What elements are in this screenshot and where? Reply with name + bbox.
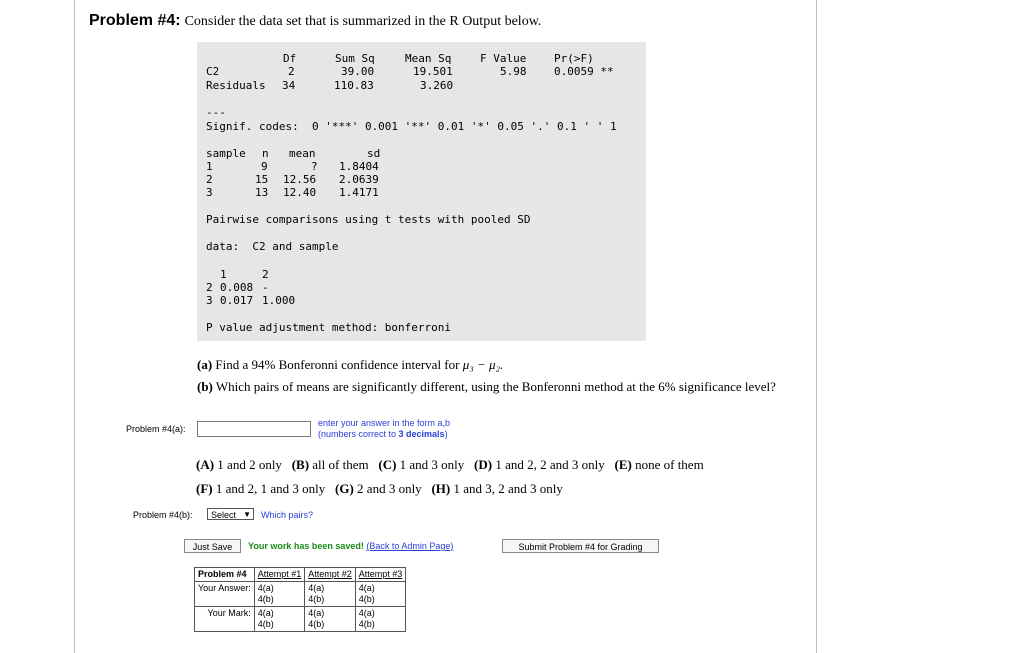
- attempt-cell: [355, 607, 406, 632]
- anova-row-sumsq: 110.83: [334, 79, 374, 92]
- choice-text: 1 and 3, 2 and 3 only: [453, 481, 563, 496]
- hint-post: ): [444, 429, 448, 439]
- summary-cell-sample: 3: [206, 186, 213, 199]
- problem-statement: Consider the data set that is summarized in the R Output below.: [184, 14, 542, 29]
- summary-cell-sd: 2.0639: [339, 173, 379, 186]
- choice-label: (B): [291, 457, 310, 472]
- cell-a: 4(a): [308, 608, 325, 618]
- anova-row-meansq: 3.260: [420, 79, 454, 92]
- data-line: data: C2 and sample: [206, 240, 339, 253]
- attempt-cell: [355, 582, 406, 607]
- pair-header-2: 2: [262, 268, 269, 281]
- hint-bold: 3 decimals: [398, 429, 445, 439]
- problem-number: Problem #4:: [89, 12, 181, 29]
- back-to-admin-link[interactable]: (Back to Admin Page): [366, 541, 454, 551]
- pair-cell: -: [262, 281, 269, 294]
- summary-header-sample: sample: [206, 147, 246, 160]
- chevron-down-icon: ▼: [243, 510, 251, 519]
- summary-header-mean: mean: [289, 147, 316, 160]
- question-b-label: (b): [197, 379, 213, 394]
- summary-cell-sd: 1.4171: [339, 186, 379, 199]
- answer-a-hint: [318, 418, 450, 440]
- choice-label: (F): [196, 481, 213, 496]
- save-status: [248, 541, 453, 551]
- anova-header-meansq: Mean Sq: [405, 52, 452, 65]
- anova-header-pr: Pr(>F): [554, 52, 594, 65]
- summary-cell-n: 15: [255, 173, 269, 186]
- cell-b: 4(b): [308, 594, 325, 604]
- choice-label: (G): [335, 481, 354, 496]
- question-b: [197, 379, 776, 395]
- anova-header-fvalue: F Value: [480, 52, 527, 65]
- anova-row-df: 34: [282, 79, 296, 92]
- page-left-border: [74, 0, 75, 653]
- your-answer-label: Your Answer:: [195, 582, 255, 607]
- your-mark-label: Your Mark:: [195, 607, 255, 632]
- anova-row-df: 2: [288, 65, 295, 78]
- choices-line-1: [196, 457, 704, 473]
- anova-row-meansq: 19.501: [413, 65, 453, 78]
- pair-cell: 0.008: [220, 281, 254, 294]
- attempt-cell: [305, 607, 356, 632]
- choice-label: (A): [196, 457, 215, 472]
- anova-row-sumsq: 39.00: [341, 65, 375, 78]
- attempt-cell: [254, 582, 305, 607]
- answer-b-label: Problem #4(b):: [133, 510, 193, 520]
- summary-cell-sample: 1: [206, 160, 213, 173]
- question-a-math: μ₃ − μ₂.: [462, 357, 504, 372]
- summary-cell-n: 9: [261, 160, 268, 173]
- choice-label: (C): [378, 457, 397, 472]
- answer-b-select[interactable]: [207, 508, 254, 520]
- cell-a: 4(a): [257, 608, 274, 618]
- signif-codes: Signif. codes: 0 '***' 0.001 '**' 0.01 '*' 0.05 '.' 0.1 ' ' 1: [206, 120, 617, 133]
- question-b-text: Which pairs of means are significantly different, using the Bonferonni method at the 6% significance level?: [215, 379, 776, 394]
- attempt-3-header[interactable]: Attempt #3: [355, 568, 406, 582]
- attempt-cell: [254, 607, 305, 632]
- anova-row-name: Residuals: [206, 79, 266, 92]
- choice-text: 2 and 3 only: [357, 481, 422, 496]
- just-save-button[interactable]: Just Save: [184, 539, 241, 553]
- choice-text: 1 and 2, 1 and 3 only: [215, 481, 326, 496]
- choice-label: (H): [431, 481, 451, 496]
- pair-header-1: 1: [220, 268, 227, 281]
- question-a-label: (a): [197, 357, 213, 372]
- pair-row-label: 2: [206, 281, 213, 294]
- answer-a-label: Problem #4(a):: [126, 424, 186, 434]
- cell-a: 4(a): [308, 583, 325, 593]
- summary-cell-sd: 1.8404: [339, 160, 379, 173]
- cell-b: 4(b): [308, 619, 325, 629]
- adjust-method: P value adjustment method: bonferroni: [206, 321, 452, 334]
- summary-header-n: n: [262, 147, 269, 160]
- cell-b: 4(b): [358, 594, 375, 604]
- choice-label: (E): [614, 457, 632, 472]
- anova-header-df: Df: [283, 52, 297, 65]
- hint-line-2: [318, 429, 450, 440]
- choices-line-2: [196, 481, 563, 497]
- hint-pre: (numbers correct to: [318, 429, 399, 439]
- separator-dashes: ---: [206, 106, 226, 119]
- question-a: [197, 357, 503, 373]
- page-right-border: [816, 0, 817, 653]
- answer-a-input[interactable]: [197, 421, 311, 437]
- anova-row-fvalue: 5.98: [500, 65, 527, 78]
- anova-header-sumsq: Sum Sq: [335, 52, 375, 65]
- attempt-2-header[interactable]: Attempt #2: [305, 568, 356, 582]
- cell-a: 4(a): [358, 608, 375, 618]
- choice-text: none of them: [635, 457, 704, 472]
- attempts-header: Problem #4: [195, 568, 255, 582]
- summary-header-sd: sd: [367, 147, 381, 160]
- choice-text: 1 and 2, 2 and 3 only: [495, 457, 605, 472]
- cell-a: 4(a): [358, 583, 375, 593]
- pair-cell: 1.000: [262, 294, 296, 307]
- anova-row-pr: 0.0059 **: [554, 65, 614, 78]
- choice-text: 1 and 3 only: [399, 457, 465, 472]
- which-pairs-link[interactable]: Which pairs?: [261, 510, 314, 520]
- summary-cell-mean: ?: [311, 160, 318, 173]
- pair-cell: 0.017: [220, 294, 254, 307]
- attempt-1-header[interactable]: Attempt #1: [254, 568, 305, 582]
- summary-cell-sample: 2: [206, 173, 213, 186]
- question-a-text: Find a 94% Bonferonni confidence interval for: [215, 357, 463, 372]
- choice-text: 1 and 2 only: [217, 457, 282, 472]
- summary-cell-n: 13: [255, 186, 269, 199]
- pair-row-label: 3: [206, 294, 213, 307]
- submit-button[interactable]: Submit Problem #4 for Grading: [502, 539, 659, 553]
- pairwise-title: Pairwise comparisons using t tests with pooled SD: [206, 213, 531, 226]
- choice-text: all of them: [312, 457, 369, 472]
- attempts-table: [194, 567, 406, 632]
- anova-row-name: C2: [206, 65, 220, 78]
- problem-title: [89, 12, 541, 30]
- cell-a: 4(a): [257, 583, 274, 593]
- saved-message: Your work has been saved!: [248, 541, 364, 551]
- summary-cell-mean: 12.40: [283, 186, 317, 199]
- select-value: Select: [211, 510, 237, 520]
- choice-label: (D): [474, 457, 493, 472]
- cell-b: 4(b): [358, 619, 375, 629]
- summary-cell-mean: 12.56: [283, 173, 317, 186]
- attempt-cell: [305, 582, 356, 607]
- cell-b: 4(b): [257, 594, 274, 604]
- cell-b: 4(b): [257, 619, 274, 629]
- hint-line-1: enter your answer in the form a,b: [318, 418, 451, 428]
